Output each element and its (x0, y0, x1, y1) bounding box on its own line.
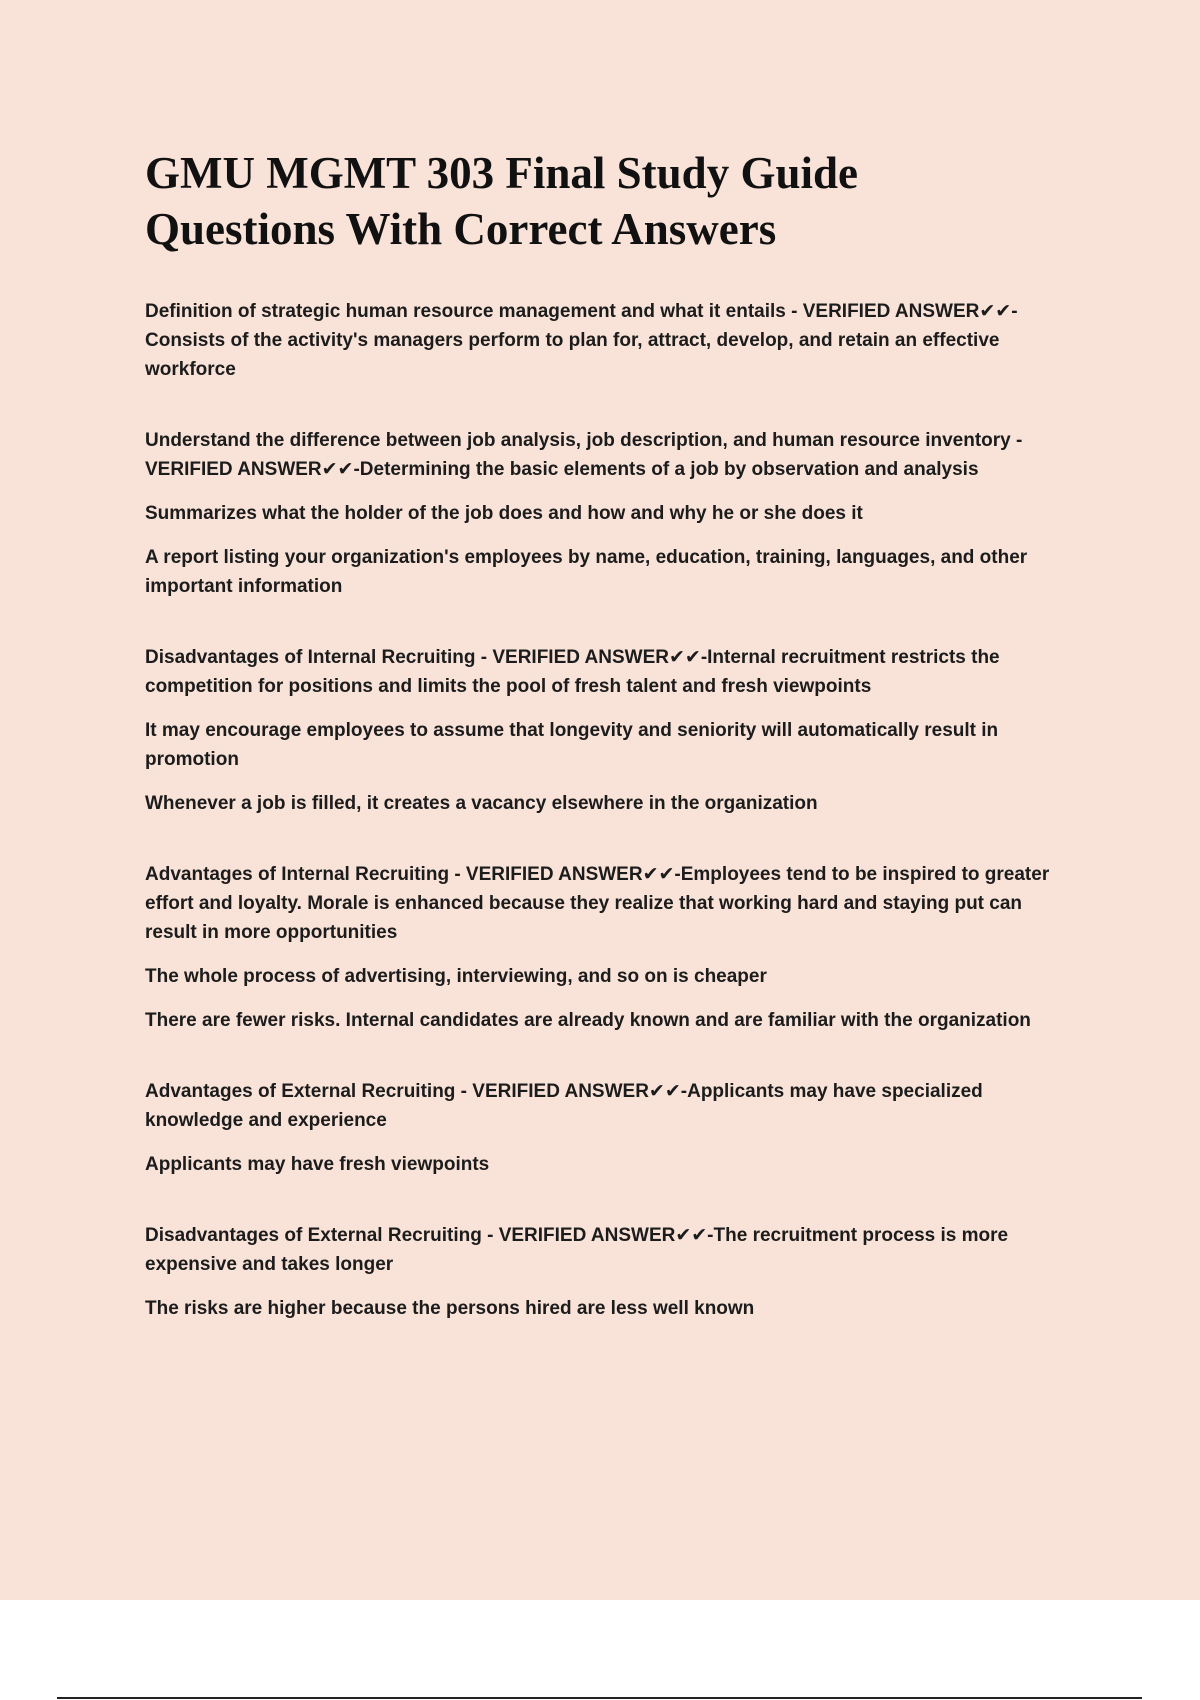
qa-paragraph: Disadvantages of Internal Recruiting - VERIFIED ANSWER✔✔-Internal recruitment restricts the competition for positions and limits the pool of fresh talent and fresh viewpoints (145, 647, 1000, 697)
qa-section-strategic-hrm (145, 297, 1070, 384)
qa-paragraph: Summarizes what the holder of the job does and how and why he or she does it (145, 503, 863, 524)
qa-paragraph: There are fewer risks. Internal candidates are already known and are familiar with the organization (145, 1010, 1031, 1031)
footer-divider (57, 1697, 1142, 1699)
qa-paragraph: Advantages of Internal Recruiting - VERIFIED ANSWER✔✔-Employees tend to be inspired to greater effort and loyalty. Morale is enhanced because they realize that working hard and staying put can result in more opportunities (145, 864, 1050, 943)
document-body (145, 145, 1070, 1365)
qa-paragraph: Disadvantages of External Recruiting - VERIFIED ANSWER✔✔-The recruitment process is more expensive and takes longer (145, 1225, 1009, 1275)
qa-paragraph: It may encourage employees to assume that longevity and seniority will automatically result in promotion (145, 720, 999, 770)
qa-paragraph: Applicants may have fresh viewpoints (145, 1154, 490, 1175)
qa-paragraph: Definition of strategic human resource management and what it entails - VERIFIED ANSWER✔✔-Consists of the activity's managers perform to plan for, attract, develop, and retain an effective workforce (145, 301, 1018, 380)
qa-section-job-analysis (145, 426, 1070, 601)
title-line-1: GMU MGMT 303 Final Study Guide (145, 148, 858, 198)
qa-section-external-disadvantages (145, 1221, 1070, 1323)
title-line-2: Questions With Correct Answers (145, 204, 777, 254)
qa-section-external-advantages (145, 1077, 1070, 1179)
qa-section-internal-advantages (145, 860, 1070, 1035)
qa-paragraph: Whenever a job is filled, it creates a vacancy elsewhere in the organization (145, 793, 818, 814)
page-title (145, 145, 1070, 257)
qa-paragraph: Advantages of External Recruiting - VERIFIED ANSWER✔✔-Applicants may have specialized knowledge and experience (145, 1081, 983, 1131)
qa-paragraph: The whole process of advertising, interviewing, and so on is cheaper (145, 966, 767, 987)
qa-paragraph: A report listing your organization's employees by name, education, training, languages, and other important information (145, 547, 1028, 597)
qa-paragraph: Understand the difference between job analysis, job description, and human resource inventory - VERIFIED ANSWER✔✔-Determining the basic elements of a job by observation and analysis (145, 430, 1023, 480)
qa-paragraph: The risks are higher because the persons hired are less well known (145, 1298, 755, 1319)
qa-section-internal-disadvantages (145, 643, 1070, 818)
